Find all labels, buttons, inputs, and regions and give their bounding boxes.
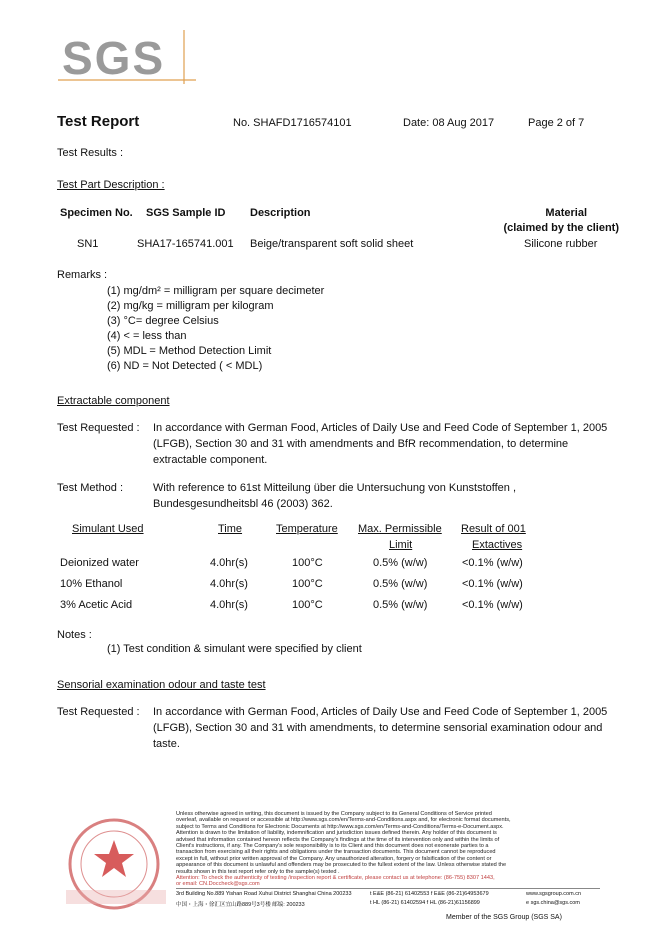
th-max-permissible: Max. Permissible bbox=[358, 523, 442, 535]
sensorial-test-requested-label: Test Requested : bbox=[57, 706, 140, 718]
footer-disclaimer-line: Client's instructions, if any. The Company's sole responsibility is to its Client and this document does not exonerate parties to a bbox=[176, 843, 489, 850]
test-results-label: Test Results : bbox=[57, 147, 124, 159]
th-extactives: Extactives bbox=[472, 539, 523, 551]
remark-item: (5) MDL = Method Detection Limit bbox=[107, 345, 272, 357]
test-requested-line: extractable component. bbox=[153, 454, 268, 466]
td-simulant: Deionized water bbox=[60, 557, 139, 569]
test-requested-line: In accordance with German Food, Articles of Daily Use and Feed Code of September 1, 2005 bbox=[153, 422, 608, 434]
col-material-claimed: (claimed by the client) bbox=[503, 222, 619, 234]
td-result: <0.1% (w/w) bbox=[462, 578, 523, 590]
footer-phone-en: t E&E (86-21) 61402553 f E&E (86-21)64953679 bbox=[370, 891, 489, 897]
footer-disclaimer bbox=[176, 811, 600, 888]
th-time: Time bbox=[218, 523, 243, 535]
footer-disclaimer-line: appearance of this document is unlawful and offenders may be prosecuted to the fullest extent of the law. Unless otherwise stated the bbox=[176, 862, 507, 869]
row-specimen-no: SN1 bbox=[77, 238, 99, 250]
td-limit: 0.5% (w/w) bbox=[373, 578, 428, 590]
row-material: Silicone rubber bbox=[524, 238, 598, 250]
td-result: <0.1% (w/w) bbox=[462, 599, 523, 611]
report-title: Test Report bbox=[57, 113, 140, 130]
test-method-label: Test Method : bbox=[57, 482, 124, 494]
sensorial-test-requested-line: In accordance with German Food, Articles of Daily Use and Feed Code of September 1, 2005 bbox=[153, 706, 608, 718]
col-specimen-no: Specimen No. bbox=[60, 207, 133, 219]
td-limit: 0.5% (w/w) bbox=[373, 557, 428, 569]
th-simulant: Simulant Used bbox=[72, 523, 144, 535]
footer-disclaimer-line: overleaf, available on request or accessible at http://www.sgs.com/en/Terms-and-Conditions.aspx and, for electronic format documents, bbox=[176, 817, 511, 824]
report-number: No. SHAFD1716574101 bbox=[233, 117, 352, 129]
test-part-description-heading: Test Part Description : bbox=[57, 179, 165, 191]
row-description: Beige/transparent soft solid sheet bbox=[250, 238, 414, 250]
remark-item: (4) < = less than bbox=[107, 330, 187, 342]
company-seal bbox=[56, 812, 176, 912]
sensorial-test-requested-line: taste. bbox=[153, 738, 180, 750]
test-requested-label: Test Requested : bbox=[57, 422, 140, 434]
footer-disclaimer-line: except in full, without prior written approval of the Company. Any unauthorized alteration, forgery or falsification of the content or bbox=[176, 855, 492, 862]
sgs-logo-text: SGS bbox=[62, 32, 166, 84]
sgs-logo bbox=[58, 28, 198, 86]
footer-disclaimer-line: transaction from exercising all their rights and obligations under the transaction documents. This document cannot be reproduced bbox=[176, 849, 496, 856]
extractable-heading: Extractable component bbox=[57, 395, 170, 407]
footer-disclaimer-line: advised that information contained hereon reflects the Company's findings at the time of its intervention only and within the limits of bbox=[176, 836, 500, 843]
footer-email: e sgs.china@sgs.com bbox=[526, 900, 580, 906]
sensorial-heading: Sensorial examination odour and taste test bbox=[57, 679, 266, 691]
footer-address-cn: 中国・上海・徐汇区宜山路889号3号楼 邮编: 200233 bbox=[176, 902, 305, 908]
remark-item: (1) mg/dm² = milligram per square decimeter bbox=[107, 285, 325, 297]
report-date: Date: 08 Aug 2017 bbox=[403, 117, 495, 129]
remark-item: (3) °C= degree Celsius bbox=[107, 315, 219, 327]
footer-divider bbox=[176, 888, 600, 889]
th-limit: Limit bbox=[389, 539, 413, 551]
footer-disclaimer-line: subject to Terms and Conditions for Electronic Documents at http://www.sgs.com/en/Terms-and-Conditions/Terms-e-Document.aspx. bbox=[176, 823, 504, 830]
col-description: Description bbox=[250, 207, 311, 219]
test-method-line: Bundesgesundheitsbl 46 (2003) 362. bbox=[153, 498, 333, 510]
col-sgs-sample-id: SGS Sample ID bbox=[146, 207, 226, 219]
test-method-line: With reference to 61st Mitteilung über die Untersuchung von Kunststoffen , bbox=[153, 482, 516, 494]
remarks-label: Remarks : bbox=[57, 269, 108, 281]
footer-disclaimer-line: results shown in this test report refer only to the sample(s) tested . bbox=[176, 868, 340, 875]
td-time: 4.0hr(s) bbox=[210, 557, 248, 569]
sensorial-test-requested-line: (LFGB), Section 30 and 31 with amendments, to determine sensorial examination odour and bbox=[153, 722, 603, 734]
td-time: 4.0hr(s) bbox=[210, 599, 248, 611]
footer-member: Member of the SGS Group (SGS SA) bbox=[446, 914, 562, 921]
footer-disclaimer-line: Attention: To check the authenticity of testing /inspection report & certificate, please contact us at telephone: (86-755) 8307 1443, bbox=[176, 875, 495, 882]
test-requested-line: (LFGB), Section 30 and 31 with amendments and BfR recommendation, to determine bbox=[153, 438, 569, 450]
td-result: <0.1% (w/w) bbox=[462, 557, 523, 569]
th-temperature: Temperature bbox=[276, 523, 338, 535]
notes-item: (1) Test condition & simulant were specified by client bbox=[107, 643, 362, 655]
remark-item: (2) mg/kg = milligram per kilogram bbox=[107, 300, 274, 312]
td-time: 4.0hr(s) bbox=[210, 578, 248, 590]
footer-web: www.sgsgroup.com.cn bbox=[526, 891, 582, 897]
td-temperature: 100°C bbox=[292, 578, 323, 590]
td-simulant: 10% Ethanol bbox=[60, 578, 123, 590]
footer-disclaimer-line: or email: CN.Doccheck@sgs.com bbox=[176, 881, 260, 888]
footer-phone-cn: t HL (86-21) 61402594 f HL (86-21)61156899 bbox=[370, 900, 480, 906]
page-number: Page 2 of 7 bbox=[528, 117, 585, 129]
th-result: Result of 001 bbox=[461, 523, 526, 535]
col-material: Material bbox=[545, 207, 587, 219]
remark-item: (6) ND = Not Detected ( < MDL) bbox=[107, 360, 263, 372]
td-temperature: 100°C bbox=[292, 557, 323, 569]
footer-disclaimer-line: Unless otherwise agreed in writing, this document is issued by the Company subject to its General Conditions of Service printed bbox=[176, 811, 492, 817]
td-temperature: 100°C bbox=[292, 599, 323, 611]
row-sgs-sample-id: SHA17-165741.001 bbox=[137, 238, 234, 250]
td-simulant: 3% Acetic Acid bbox=[60, 599, 133, 611]
footer-disclaimer-line: Attention is drawn to the limitation of liability, indemnification and jurisdiction issues defined therein. Any holder of this document is bbox=[176, 830, 497, 837]
footer-address-en: 3rd Building No.889 Yishan Road Xuhui District Shanghai China 200233 bbox=[176, 891, 352, 897]
notes-label: Notes : bbox=[57, 629, 92, 641]
td-limit: 0.5% (w/w) bbox=[373, 599, 428, 611]
